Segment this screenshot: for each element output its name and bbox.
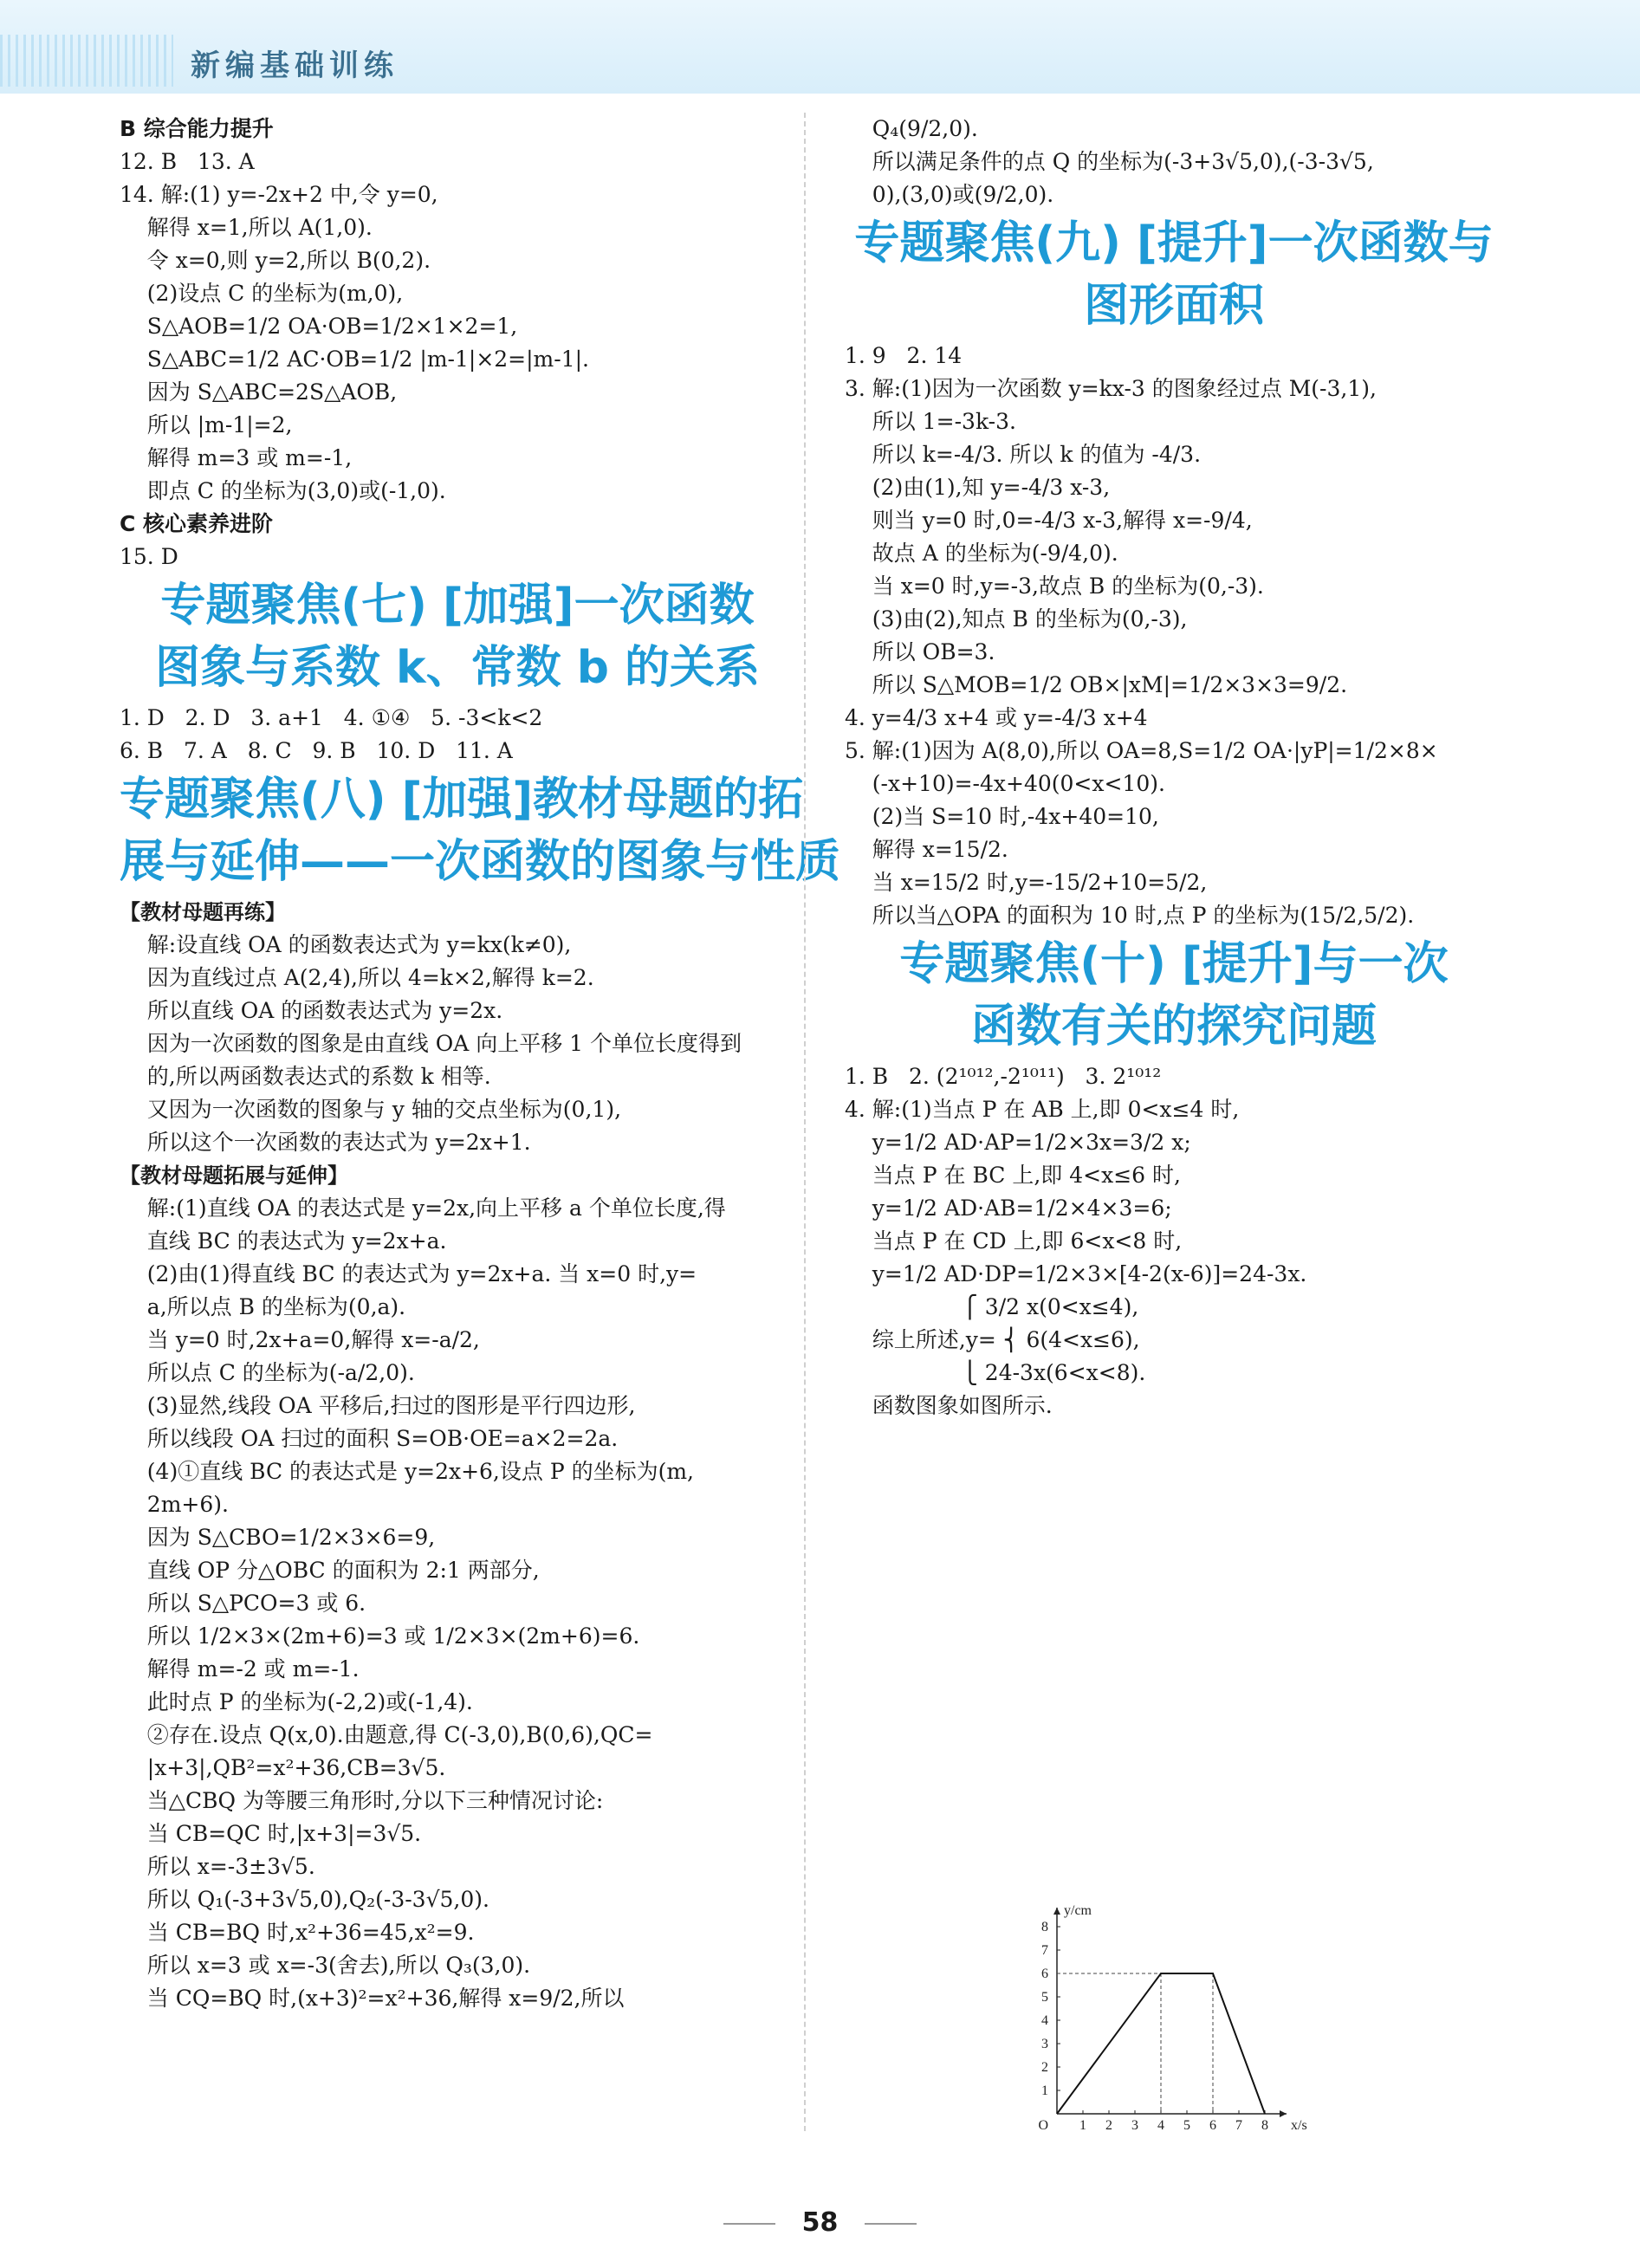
solution-line: 4. 解:(1)当点 P 在 AB 上,即 0<x≤4 时, — [845, 1097, 1240, 1122]
solution-line: 当 CQ=BQ 时,(x+3)²=x²+36,解得 x=9/2,所以 — [120, 1986, 625, 2011]
solution-line: 所以满足条件的点 Q 的坐标为(-3+3√5,0),(-3-3√5, — [845, 149, 1374, 174]
solution-line: 1. B 2. (2¹⁰¹²,-2¹⁰¹¹) 3. 2¹⁰¹² — [845, 1064, 1162, 1089]
solution-line: ⎩ 24-3x(6<x<8). — [845, 1360, 1146, 1385]
solution-line: (2)由(1)得直线 BC 的表达式为 y=2x+a. 当 x=0 时,y= — [120, 1261, 697, 1286]
x-tick-label: 3 — [1131, 2118, 1138, 2133]
section-title: 图象与系数 k、常数 b 的关系 — [154, 642, 761, 694]
solution-line: 因为 S△ABC=2S△AOB, — [120, 379, 398, 405]
x-tick-label: 6 — [1209, 2118, 1216, 2133]
solution-line: 当 CB=BQ 时,x²+36=45,x²=9. — [120, 1920, 475, 1945]
section-title: 专题聚焦(十) [提升]与一次 — [899, 938, 1449, 990]
solution-line: 解得 m=-2 或 m=-1. — [120, 1656, 360, 1682]
solution-line: 3. 解:(1)因为一次函数 y=kx-3 的图象经过点 M(-3,1), — [845, 376, 1377, 401]
solution-line: 所以当△OPA 的面积为 10 时,点 P 的坐标为(15/2,5/2). — [845, 903, 1415, 928]
subsection-heading: B 综合能力提升 — [120, 116, 274, 141]
solution-line: 所以 Q₁(-3+3√5,0),Q₂(-3-3√5,0). — [120, 1887, 489, 1912]
solution-line: 所以 |m-1|=2, — [120, 412, 293, 437]
solution-line: 因为一次函数的图象是由直线 OA 向上平移 1 个单位长度得到 — [120, 1031, 742, 1056]
right-column — [845, 113, 1503, 1422]
y-tick-label: 5 — [1041, 1990, 1048, 2005]
page-number: 58 — [801, 2207, 839, 2238]
section-title: 图形面积 — [1083, 280, 1264, 332]
solution-line: 当 x=15/2 时,y=-15/2+10=5/2, — [845, 870, 1208, 895]
solution-line: 2m+6). — [120, 1492, 229, 1517]
solution-line: y=1/2 AD·AB=1/2×4×3=6; — [845, 1196, 1172, 1221]
solution-line: 所以 k=-4/3. 所以 k 的值为 -4/3. — [845, 442, 1202, 467]
solution-line: 所以 x=3 或 x=-3(舍去),所以 Q₃(3,0). — [120, 1953, 531, 1978]
y-axis-label: y/cm — [1064, 1903, 1092, 1918]
solution-line: 令 x=0,则 y=2,所以 B(0,2). — [120, 248, 431, 273]
solution-line: (3)由(2),知点 B 的坐标为(0,-3), — [845, 606, 1188, 632]
y-tick-label: 6 — [1041, 1967, 1048, 1981]
solution-line: 所以 1=-3k-3. — [845, 409, 1016, 434]
solution-line: 故点 A 的坐标为(-9/4,0). — [845, 541, 1118, 566]
solution-line: ②存在.设点 Q(x,0).由题意,得 C(-3,0),B(0,6),QC= — [120, 1722, 653, 1747]
solution-line: 当点 P 在 BC 上,即 4<x≤6 时, — [845, 1163, 1181, 1188]
section-title: 专题聚焦(七) [加强]一次函数 — [160, 580, 755, 632]
solution-line: 5. 解:(1)因为 A(8,0),所以 OA=8,S=1/2 OA·|yP|=1/2×8× — [845, 738, 1438, 763]
solution-line: 所以点 C 的坐标为(-a/2,0). — [120, 1360, 415, 1385]
solution-line: (2)设点 C 的坐标为(m,0), — [120, 281, 404, 306]
solution-line: 所以 S△MOB=1/2 OB×|xM|=1/2×3×3=9/2. — [845, 672, 1348, 697]
y-tick-label: 8 — [1041, 1920, 1048, 1934]
solution-line: 综上所述,y= ⎨ 6(4<x≤6), — [845, 1327, 1140, 1352]
solution-line: 所以 OB=3. — [845, 639, 995, 664]
y-tick-label: 7 — [1041, 1943, 1048, 1958]
solution-line: (2)当 S=10 时,-4x+40=10, — [845, 804, 1159, 829]
solution-line: 的,所以两函数表达式的系数 k 相等. — [120, 1064, 491, 1089]
solution-line: 所以直线 OA 的函数表达式为 y=2x. — [120, 998, 503, 1023]
solution-line: 因为 S△CBO=1/2×3×6=9, — [120, 1525, 436, 1550]
solution-line: 当 x=0 时,y=-3,故点 B 的坐标为(0,-3). — [845, 573, 1264, 599]
solution-line: 4. y=4/3 x+4 或 y=-4/3 x+4 — [845, 705, 1148, 730]
solution-line: 解:设直线 OA 的函数表达式为 y=kx(k≠0), — [120, 932, 572, 957]
solution-line: 所以 1/2×3×(2m+6)=3 或 1/2×3×(2m+6)=6. — [120, 1623, 640, 1649]
solution-line: 解:(1)直线 OA 的表达式是 y=2x,向上平移 a 个单位长度,得 — [120, 1196, 726, 1221]
solution-line: (2)由(1),知 y=-4/3 x-3, — [845, 475, 1111, 500]
footer-dash-right — [865, 2223, 917, 2225]
x-axis-arrow — [1280, 2110, 1287, 2117]
column-divider — [804, 113, 806, 2131]
solution-line: 当点 P 在 CD 上,即 6<x<8 时, — [845, 1228, 1183, 1254]
y-tick-label: 4 — [1041, 2013, 1048, 2028]
solution-line: 12. B 13. A — [120, 149, 255, 174]
section-title: 专题聚焦(九) [提升]一次函数与 — [854, 217, 1494, 269]
function-graph — [1022, 1897, 1317, 2140]
solution-line: ⎧ 3/2 x(0<x≤4), — [845, 1294, 1139, 1319]
solution-line: 0),(3,0)或(9/2,0). — [845, 182, 1054, 207]
solution-line: 解得 m=3 或 m=-1, — [120, 445, 353, 470]
header-band — [0, 0, 1640, 94]
solution-line: y=1/2 AD·DP=1/2×3×[4-2(x-6)]=24-3x. — [845, 1261, 1307, 1286]
solution-line: 解得 x=15/2. — [845, 837, 1008, 862]
solution-line: S△AOB=1/2 OA·OB=1/2×1×2=1, — [120, 314, 518, 339]
section-title: 专题聚焦(八) [加强]教材母题的拓 — [120, 774, 804, 826]
x-axis-label: x/s — [1291, 2118, 1307, 2133]
header-pattern — [0, 35, 173, 87]
solution-line: 所以这个一次函数的表达式为 y=2x+1. — [120, 1130, 531, 1155]
solution-line: y=1/2 AD·AP=1/2×3x=3/2 x; — [845, 1130, 1191, 1155]
solution-line: Q₄(9/2,0). — [845, 116, 978, 141]
solution-line: 此时点 P 的坐标为(-2,2)或(-1,4). — [120, 1689, 473, 1714]
solution-line: 函数图象如图所示. — [845, 1393, 1053, 1418]
solution-line: 因为直线过点 A(2,4),所以 4=k×2,解得 k=2. — [120, 965, 594, 990]
origin-label: O — [1038, 2118, 1048, 2133]
solution-line: 所以 x=-3±3√5. — [120, 1854, 315, 1879]
y-tick-label: 3 — [1041, 2037, 1048, 2051]
solution-line: 解得 x=1,所以 A(1,0). — [120, 215, 373, 240]
solution-line: |x+3|,QB²=x²+36,CB=3√5. — [120, 1755, 446, 1780]
solution-line: (4)①直线 BC 的表达式是 y=2x+6,设点 P 的坐标为(m, — [120, 1459, 695, 1484]
solution-line: 直线 BC 的表达式为 y=2x+a. — [120, 1228, 447, 1254]
solution-line: 1. D 2. D 3. a+1 4. ①④ 5. -3<k<2 — [120, 705, 543, 730]
x-tick-label: 8 — [1261, 2118, 1268, 2133]
solution-line: 1. 9 2. 14 — [845, 343, 963, 368]
y-axis-arrow — [1053, 1908, 1060, 1915]
subsection-heading: C 核心素养进阶 — [120, 511, 274, 536]
solution-line: (3)显然,线段 OA 平移后,扫过的图形是平行四边形, — [120, 1393, 636, 1418]
solution-line: S△ABC=1/2 AC·OB=1/2 |m-1|×2=|m-1|. — [120, 347, 589, 372]
y-tick-label: 1 — [1041, 2083, 1048, 2098]
page-footer — [0, 2207, 1640, 2238]
solution-line: 当 CB=QC 时,|x+3|=3√5. — [120, 1821, 422, 1846]
section-title: 展与延伸——一次函数的图象与性质 — [120, 836, 841, 888]
x-tick-label: 1 — [1079, 2118, 1086, 2133]
solution-line: 14. 解:(1) y=-2x+2 中,令 y=0, — [120, 182, 438, 207]
book-title: 新编基础训练 — [191, 49, 399, 83]
solution-line: 又因为一次函数的图象与 y 轴的交点坐标为(0,1), — [120, 1097, 622, 1122]
solution-line: 所以 S△PCO=3 或 6. — [120, 1591, 366, 1616]
bracket-heading: 【教材母题拓展与延伸】 — [120, 1163, 348, 1188]
solution-line: a,所以点 B 的坐标为(0,a). — [120, 1294, 406, 1319]
y-tick-label: 2 — [1041, 2060, 1048, 2075]
x-tick-label: 5 — [1183, 2118, 1190, 2133]
solution-line: 6. B 7. A 8. C 9. B 10. D 11. A — [120, 738, 513, 763]
x-tick-label: 7 — [1235, 2118, 1242, 2133]
section-title: 函数有关的探究问题 — [970, 1001, 1377, 1053]
solution-line: (-x+10)=-4x+40(0<x<10). — [845, 771, 1165, 796]
solution-line: 15. D — [120, 544, 178, 569]
solution-line: 当 y=0 时,2x+a=0,解得 x=-a/2, — [120, 1327, 480, 1352]
solution-line: 直线 OP 分△OBC 的面积为 2:1 两部分, — [120, 1558, 540, 1583]
solution-line: 即点 C 的坐标为(3,0)或(-1,0). — [120, 478, 446, 503]
left-column — [120, 113, 841, 2015]
bracket-heading: 【教材母题再练】 — [120, 900, 286, 924]
x-tick-label: 4 — [1157, 2118, 1164, 2133]
footer-dash-left — [723, 2223, 775, 2225]
x-tick-label: 2 — [1105, 2118, 1112, 2133]
solution-line: 则当 y=0 时,0=-4/3 x-3,解得 x=-9/4, — [845, 508, 1253, 533]
solution-line: 所以线段 OA 扫过的面积 S=OB·OE=a×2=2a. — [120, 1426, 619, 1451]
solution-line: 当△CBQ 为等腰三角形时,分以下三种情况讨论: — [120, 1788, 604, 1813]
